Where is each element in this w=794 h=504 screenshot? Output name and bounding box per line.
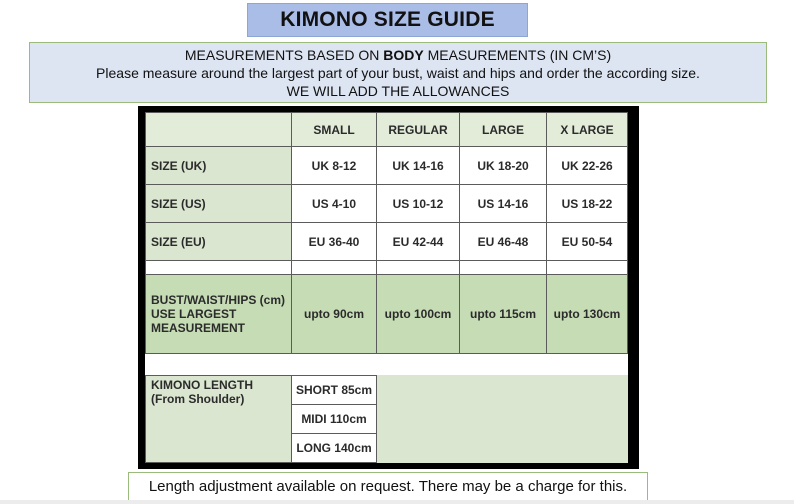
- spacer-cell: [546, 260, 628, 275]
- spacer-cell: [145, 260, 292, 275]
- table-cell: UK 22-26: [546, 146, 628, 185]
- column-header-small: SMALL: [291, 112, 377, 147]
- length-option-long: LONG 140cm: [291, 433, 377, 463]
- table-cell: upto 90cm: [291, 274, 377, 354]
- length-empty-area: [377, 375, 628, 463]
- table-cell: upto 130cm: [546, 274, 628, 354]
- info-line-1: MEASUREMENTS BASED ON BODY MEASUREMENTS (IN CM’S): [184, 47, 612, 63]
- length-option-short: SHORT 85cm: [291, 375, 377, 405]
- table-cell: EU 50-54: [546, 222, 628, 261]
- bottom-divider: [0, 500, 794, 504]
- row-label-size-eu: SIZE (EU): [145, 222, 292, 261]
- measurement-info: [29, 42, 767, 103]
- table-cell: UK 18-20: [459, 146, 547, 185]
- spacer-row: [145, 354, 628, 376]
- info-line-2: Please measure around the largest part of your bust, waist and hips and order the according size.: [96, 65, 700, 81]
- table-cell: UK 8-12: [291, 146, 377, 185]
- table-corner: [145, 112, 292, 147]
- column-header-large: LARGE: [459, 112, 547, 147]
- table-cell: US 18-22: [546, 184, 628, 223]
- spacer-cell: [376, 260, 460, 275]
- length-option-midi: MIDI 110cm: [291, 404, 377, 434]
- spacer-cell: [291, 260, 377, 275]
- column-header-xlarge: X LARGE: [546, 112, 628, 147]
- spacer-cell: [459, 260, 547, 275]
- row-label-size-uk: SIZE (UK): [145, 146, 292, 185]
- table-cell: EU 36-40: [291, 222, 377, 261]
- row-label-kimono-length: KIMONO LENGTH (From Shoulder): [145, 375, 377, 463]
- table-cell: EU 42-44: [376, 222, 460, 261]
- row-label-measurement: BUST/WAIST/HIPS (cm) USE LARGEST MEASUREMENT: [145, 274, 292, 354]
- row-label-size-us: SIZE (US): [145, 184, 292, 223]
- table-cell: upto 115cm: [459, 274, 547, 354]
- table-cell: UK 14-16: [376, 146, 460, 185]
- table-cell: US 10-12: [376, 184, 460, 223]
- footer-note: Length adjustment available on request. There may be a charge for this.: [128, 472, 648, 501]
- table-cell: upto 100cm: [376, 274, 460, 354]
- page-title: KIMONO SIZE GUIDE: [247, 3, 528, 37]
- table-cell: EU 46-48: [459, 222, 547, 261]
- table-cell: US 4-10: [291, 184, 377, 223]
- column-header-regular: REGULAR: [376, 112, 460, 147]
- table-cell: US 14-16: [459, 184, 547, 223]
- info-line-3: WE WILL ADD THE ALLOWANCES: [286, 83, 510, 99]
- size-table: [145, 112, 628, 463]
